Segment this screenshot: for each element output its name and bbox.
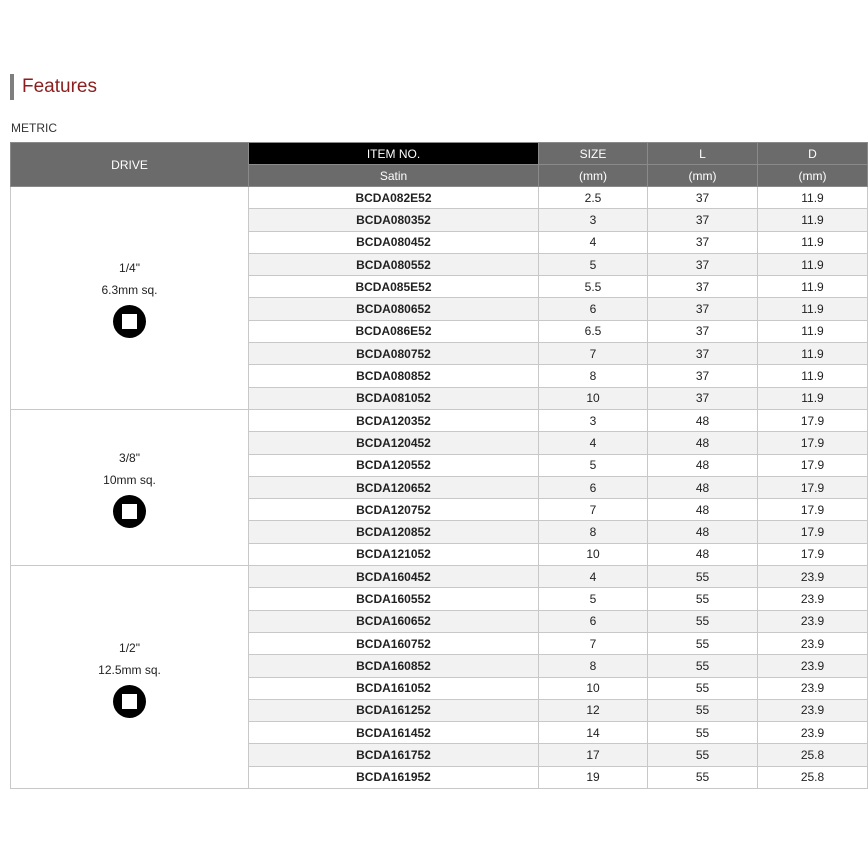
diameter-cell: 11.9 (758, 387, 868, 409)
item-number-cell: BCDA081052 (249, 387, 539, 409)
spec-table (10, 142, 868, 789)
item-number-cell: BCDA080652 (249, 298, 539, 320)
header-l-unit: (mm) (648, 165, 758, 187)
length-cell: 55 (648, 588, 758, 610)
size-cell: 8 (539, 365, 648, 387)
size-cell: 3 (539, 409, 648, 431)
drive-mm: 6.3mm sq. (101, 283, 158, 298)
length-cell: 55 (648, 744, 758, 766)
item-number-cell: BCDA161252 (249, 699, 539, 721)
drive-size: 1/4" (119, 261, 140, 276)
size-cell: 8 (539, 655, 648, 677)
size-cell: 7 (539, 499, 648, 521)
drive-info (11, 447, 248, 528)
diameter-cell: 23.9 (758, 677, 868, 699)
drive-cell (11, 187, 249, 410)
drive-info (11, 637, 248, 718)
drive-cell (11, 409, 249, 565)
item-number-cell: BCDA160652 (249, 610, 539, 632)
metric-subheading: METRIC (11, 121, 57, 135)
diameter-cell: 17.9 (758, 409, 868, 431)
section-heading (10, 74, 97, 100)
header-drive: DRIVE (11, 143, 249, 187)
header-d-unit: (mm) (758, 165, 868, 187)
size-cell: 4 (539, 432, 648, 454)
diameter-cell: 23.9 (758, 655, 868, 677)
size-cell: 5 (539, 454, 648, 476)
size-cell: 5 (539, 588, 648, 610)
diameter-cell: 25.8 (758, 744, 868, 766)
length-cell: 48 (648, 543, 758, 565)
table-row (11, 566, 868, 588)
item-number-cell: BCDA161452 (249, 722, 539, 744)
size-cell: 7 (539, 343, 648, 365)
diameter-cell: 11.9 (758, 276, 868, 298)
length-cell: 37 (648, 276, 758, 298)
drive-mm: 10mm sq. (103, 473, 156, 487)
diameter-cell: 23.9 (758, 610, 868, 632)
diameter-cell: 11.9 (758, 320, 868, 342)
drive-mm: 12.5mm sq. (98, 662, 161, 677)
item-number-cell: BCDA080552 (249, 253, 539, 275)
diameter-cell: 17.9 (758, 476, 868, 498)
table-row (11, 409, 868, 431)
diameter-cell: 11.9 (758, 253, 868, 275)
length-cell: 48 (648, 432, 758, 454)
length-cell: 37 (648, 187, 758, 209)
section-title: Features (22, 76, 97, 97)
item-number-cell: BCDA161952 (249, 766, 539, 788)
item-number-cell: BCDA160752 (249, 632, 539, 654)
item-number-cell: BCDA160852 (249, 655, 539, 677)
size-cell: 6 (539, 476, 648, 498)
diameter-cell: 17.9 (758, 521, 868, 543)
length-cell: 55 (648, 699, 758, 721)
size-cell: 5.5 (539, 276, 648, 298)
diameter-cell: 17.9 (758, 499, 868, 521)
item-number-cell: BCDA082E52 (249, 187, 539, 209)
length-cell: 55 (648, 610, 758, 632)
diameter-cell: 25.8 (758, 766, 868, 788)
length-cell: 55 (648, 566, 758, 588)
length-cell: 48 (648, 454, 758, 476)
length-cell: 48 (648, 499, 758, 521)
length-cell: 48 (648, 476, 758, 498)
header-l: L (648, 143, 758, 165)
item-number-cell: BCDA080852 (249, 365, 539, 387)
size-cell: 12 (539, 699, 648, 721)
item-number-cell: BCDA160552 (249, 588, 539, 610)
diameter-cell: 23.9 (758, 632, 868, 654)
length-cell: 37 (648, 365, 758, 387)
length-cell: 37 (648, 253, 758, 275)
header-size-unit: (mm) (539, 165, 648, 187)
item-number-cell: BCDA080752 (249, 343, 539, 365)
item-number-cell: BCDA080352 (249, 209, 539, 231)
drive-size: 1/2" (119, 640, 140, 655)
size-cell: 14 (539, 722, 648, 744)
length-cell: 55 (648, 632, 758, 654)
item-number-cell: BCDA086E52 (249, 320, 539, 342)
diameter-cell: 11.9 (758, 209, 868, 231)
size-cell: 7 (539, 632, 648, 654)
item-number-cell: BCDA161752 (249, 744, 539, 766)
length-cell: 55 (648, 655, 758, 677)
diameter-cell: 23.9 (758, 588, 868, 610)
drive-cell (11, 566, 249, 789)
length-cell: 55 (648, 766, 758, 788)
item-number-cell: BCDA080452 (249, 231, 539, 253)
length-cell: 37 (648, 298, 758, 320)
diameter-cell: 23.9 (758, 566, 868, 588)
length-cell: 37 (648, 343, 758, 365)
item-number-cell: BCDA085E52 (249, 276, 539, 298)
spec-table-body (11, 187, 868, 789)
header-finish: Satin (249, 165, 539, 187)
item-number-cell: BCDA120852 (249, 521, 539, 543)
item-number-cell: BCDA121052 (249, 543, 539, 565)
size-cell: 10 (539, 677, 648, 699)
header-size: SIZE (539, 143, 648, 165)
length-cell: 55 (648, 722, 758, 744)
item-number-cell: BCDA120652 (249, 476, 539, 498)
diameter-cell: 17.9 (758, 432, 868, 454)
size-cell: 6 (539, 610, 648, 632)
size-cell: 4 (539, 566, 648, 588)
size-cell: 19 (539, 766, 648, 788)
item-number-cell: BCDA120452 (249, 432, 539, 454)
diameter-cell: 11.9 (758, 298, 868, 320)
drive-info (11, 257, 248, 338)
item-number-cell: BCDA120352 (249, 409, 539, 431)
length-cell: 48 (648, 521, 758, 543)
size-cell: 10 (539, 543, 648, 565)
size-cell: 5 (539, 253, 648, 275)
length-cell: 37 (648, 231, 758, 253)
length-cell: 48 (648, 409, 758, 431)
length-cell: 37 (648, 320, 758, 342)
size-cell: 6 (539, 298, 648, 320)
diameter-cell: 17.9 (758, 543, 868, 565)
diameter-cell: 23.9 (758, 699, 868, 721)
size-cell: 6.5 (539, 320, 648, 342)
length-cell: 55 (648, 677, 758, 699)
diameter-cell: 17.9 (758, 454, 868, 476)
drive-size: 3/8" (119, 451, 140, 465)
header-d: D (758, 143, 868, 165)
size-cell: 2.5 (539, 187, 648, 209)
size-cell: 10 (539, 387, 648, 409)
diameter-cell: 11.9 (758, 187, 868, 209)
diameter-cell: 23.9 (758, 722, 868, 744)
item-number-cell: BCDA120552 (249, 454, 539, 476)
diameter-cell: 11.9 (758, 343, 868, 365)
diameter-cell: 11.9 (758, 231, 868, 253)
item-number-cell: BCDA120752 (249, 499, 539, 521)
diameter-cell: 11.9 (758, 365, 868, 387)
item-number-cell: BCDA161052 (249, 677, 539, 699)
square-drive-icon (113, 685, 146, 718)
table-row (11, 187, 868, 209)
item-number-cell: BCDA160452 (249, 566, 539, 588)
length-cell: 37 (648, 387, 758, 409)
size-cell: 17 (539, 744, 648, 766)
size-cell: 8 (539, 521, 648, 543)
length-cell: 37 (648, 209, 758, 231)
size-cell: 3 (539, 209, 648, 231)
square-drive-icon (113, 495, 146, 528)
square-drive-icon (113, 305, 146, 338)
size-cell: 4 (539, 231, 648, 253)
header-item-no: ITEM NO. (249, 143, 539, 165)
